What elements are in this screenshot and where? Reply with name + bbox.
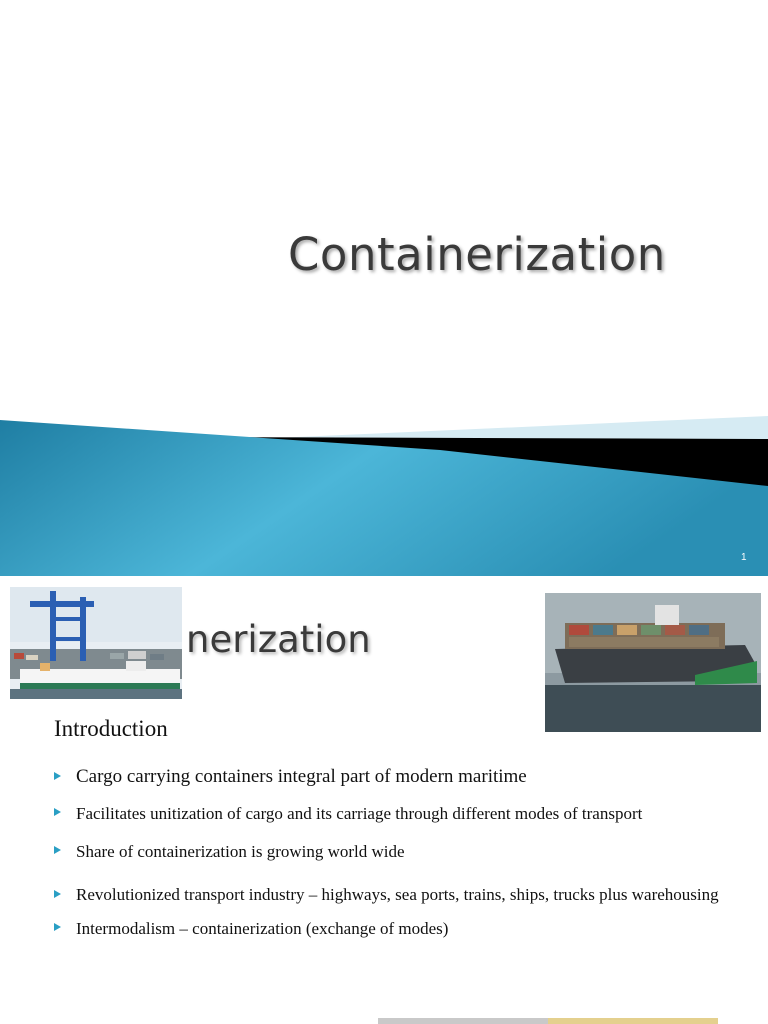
bullet-item [54,916,754,942]
container-ship-photo [545,593,761,732]
slide-title: Containerization [288,228,666,281]
triangle-bullet-icon [54,846,61,854]
bullet-item [54,877,754,913]
slide-2 [0,576,768,1024]
bullet-item [54,839,754,865]
bullet-text: Cargo carrying containers integral part of modern maritime [76,766,527,787]
bullet-item [54,762,754,792]
slide-number: 1 [741,552,747,563]
container-crane-photo [10,587,182,699]
triangle-bullet-icon [54,808,61,816]
triangle-bullet-icon [54,923,61,931]
triangle-bullet-icon [54,890,61,898]
bullet-text: Revolutionized transport industry – highways, sea ports, trains, ships, trucks plus warehousing [76,885,719,904]
bullet-text: Share of containerization is growing world wide [76,842,405,861]
bullet-text: Intermodalism – containerization (exchange of modes) [76,919,449,938]
bullet-text: Facilitates unitization of cargo and its carriage through different modes of transport [76,804,643,823]
intro-heading: Introduction [54,716,168,741]
bullet-item [54,801,754,827]
triangle-bullet-icon [54,772,61,780]
bullet-list [54,762,754,954]
slide-title-partial: nerization [186,618,371,661]
bottom-photo-strip [378,1018,718,1024]
